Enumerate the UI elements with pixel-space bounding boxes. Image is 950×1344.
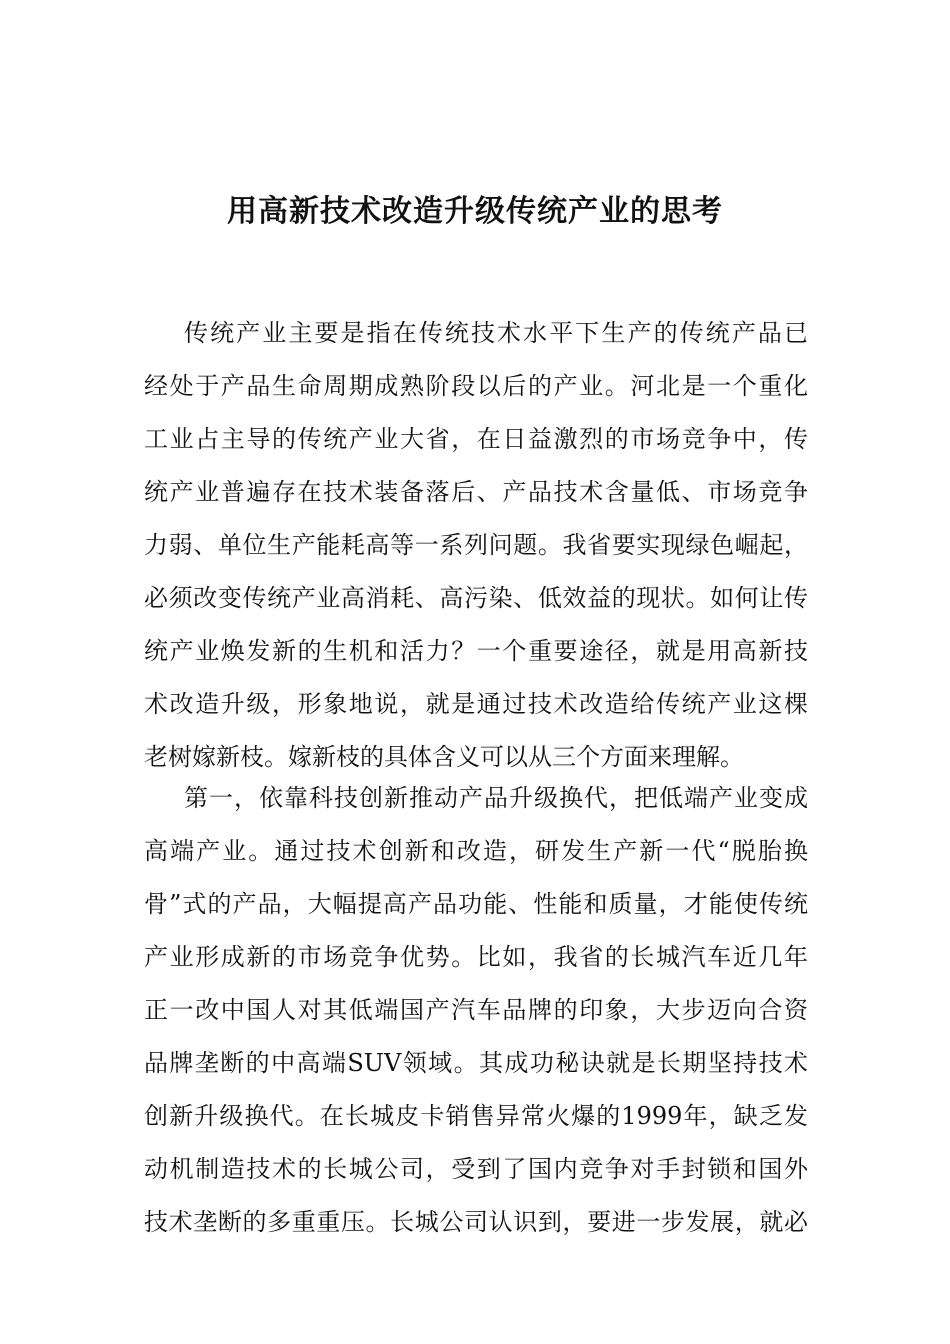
text-line: 正一改中国人对其低端国产汽车品牌的印象，大步迈向合资 — [144, 996, 808, 1024]
text-line: 产业形成新的市场竞争优势。比如，我省的长城汽车近几年 — [144, 943, 808, 971]
text-line: 统产业普遍存在技术装备落后、产品技术含量低、市场竞争 — [144, 478, 808, 506]
text-line: 第一，依靠科技创新推动产品升级换代，把低端产业变成 — [184, 784, 808, 812]
text-line: 术改造升级，形象地说，就是通过技术改造给传统产业这棵 — [144, 690, 808, 718]
text-line: 必须改变传统产业高消耗、高污染、低效益的现状。如何让传 — [144, 584, 808, 612]
text-line: 力弱、单位生产能耗高等一系列问题。我省要实现绿色崛起， — [144, 531, 808, 559]
text-line: 老树嫁新枝。嫁新枝的具体含义可以从三个方面来理解。 — [144, 743, 744, 771]
document-title: 用高新技术改造升级传统产业的思考 — [227, 194, 723, 229]
text-line: 骨”式的产品，大幅提高产品功能、性能和质量，才能使传统 — [144, 890, 808, 918]
text-line: 统产业焕发新的生机和活力？一个重要途径，就是用高新技 — [144, 637, 808, 665]
text-line: 高端产业。通过技术创新和改造，研发生产新一代“脱胎换 — [144, 837, 808, 865]
text-line: 经处于产品生命周期成熟阶段以后的产业。河北是一个重化 — [144, 372, 808, 400]
text-line: 品牌垄断的中高端SUV领域。其成功秘诀就是长期坚持技术 — [144, 1049, 808, 1077]
text-line: 创新升级换代。在长城皮卡销售异常火爆的1999年，缺乏发 — [144, 1102, 808, 1130]
text-line: 工业占主导的传统产业大省，在日益激烈的市场竞争中，传 — [144, 425, 808, 453]
paragraph-2 — [144, 772, 808, 1249]
paragraph-1 — [144, 307, 808, 784]
text-line: 动机制造技术的长城公司，受到了国内竞争对手封锁和国外 — [144, 1155, 808, 1183]
text-line: 技术垄断的多重重压。长城公司认识到，要进一步发展，就必 — [144, 1208, 808, 1236]
text-line: 传统产业主要是指在传统技术水平下生产的传统产品已 — [184, 319, 808, 347]
